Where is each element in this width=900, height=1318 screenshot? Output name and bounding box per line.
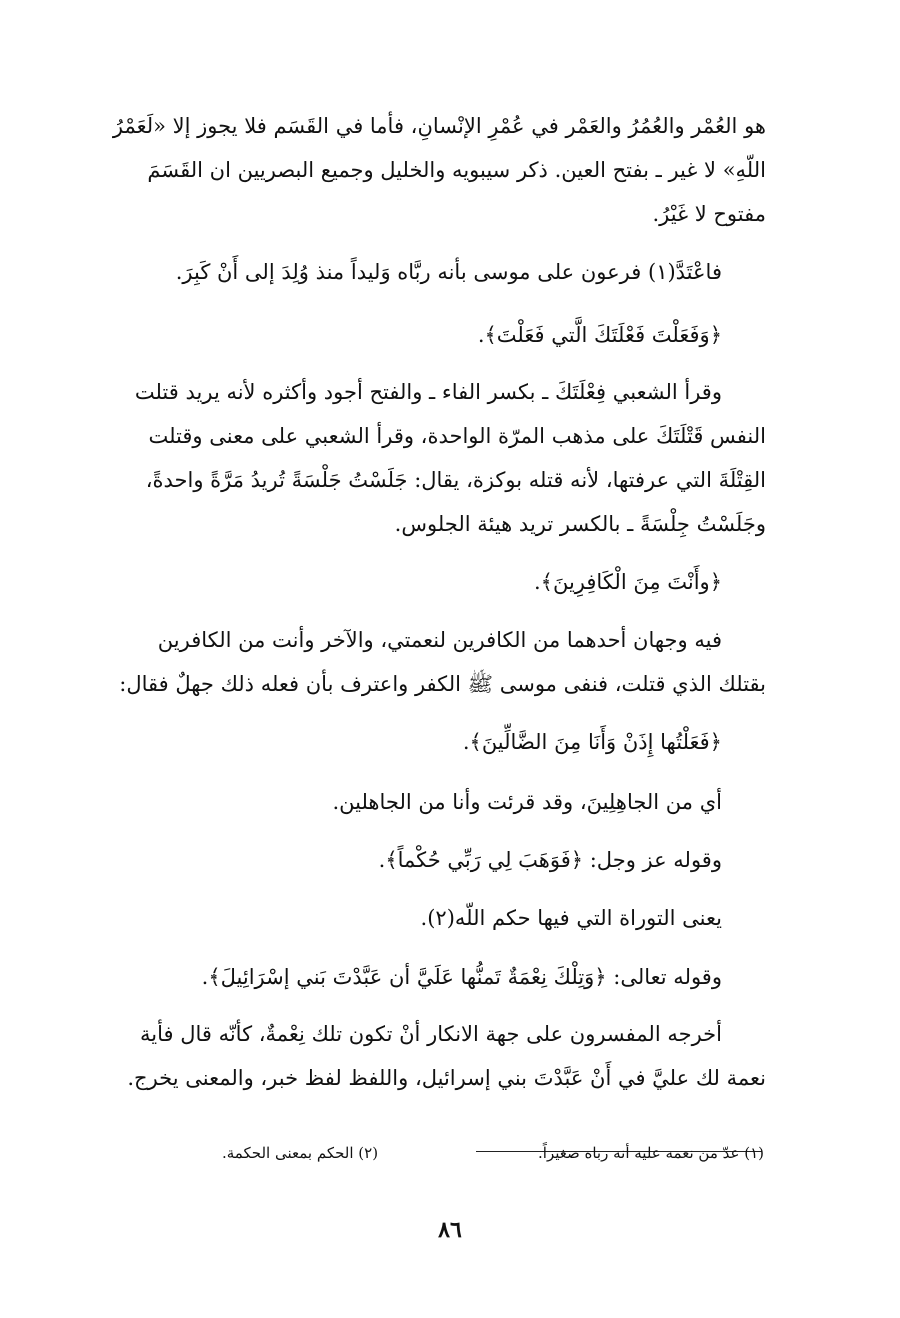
text-line: فيه وجهان أحدهما من الكافرين لنعمتي، والآخر وأنت من الكافرين	[157, 628, 722, 652]
text-line: أي من الجاهِلِينَ، وقد قرئت وأنا من الجاهلين.	[332, 790, 722, 814]
paragraph-9	[92, 1012, 766, 1100]
quran-verse-3	[92, 720, 766, 764]
paragraph-4	[92, 618, 766, 706]
text-line: القِتْلَةَ التي عرفتها، لأنه قتله بوكزة، يقال: جَلَسْتُ جَلْسَةً تُريدُ مَرَّةً واحدةً،	[145, 468, 766, 492]
paragraph-6	[92, 838, 766, 882]
text-line: النفس قَتْلَتَكَ على مذهب المرّة الواحدة، وقرأ الشعبي على معنى وقتلت	[148, 424, 766, 448]
footnote-1: (١) عدّ من نعمه عليه أنه رباه صغيراً.	[538, 1144, 764, 1162]
quran-verse-2	[92, 560, 766, 604]
paragraph-7	[92, 896, 766, 940]
verse-line: ﴿فَعَلْتُها إِذَنْ وَأَنَا مِنَ الضَّالِّينَ﴾.	[462, 730, 722, 754]
text-line: هو العُمْر والعُمُرُ والعَمْر في عُمْرِ الإنْسانِ، فأما في القَسَم فلا يجوز إلا «لَعَمْرُ	[112, 114, 766, 138]
text-line: مفتوح لا غَيْرُ.	[652, 202, 766, 226]
text-line: اللّهِ» لا غير ـ بفتح العين. ذكر سيبويه والخليل وجميع البصريين ان القَسَمَ	[147, 158, 766, 182]
text-line: وقوله تعالى: ﴿وَتِلْكَ نِعْمَةٌ تَمنُّها عَلَيَّ أن عَبَّدْتَ بَني إسْرَائِيلَ﴾.	[201, 965, 722, 989]
quran-verse-1	[92, 313, 766, 357]
footnotes	[222, 1138, 764, 1168]
text-line: وقرأ الشعبي فِعْلَتَكَ ـ بكسر الفاء ـ والفتح أجود وأكثره لأنه يريد قتلت	[134, 380, 722, 404]
text-line: فاعْتَدَّ(١) فرعون على موسى بأنه ربَّاه وَليداً منذ وُلِدَ إلى أَنْ كَبِرَ.	[175, 260, 722, 284]
text-line: نعمة لك عليَّ في أَنْ عَبَّدْتَ بني إسرائيل، واللفظ لفظ خبر، والمعنى يخرج.	[127, 1066, 766, 1090]
page-number: ٨٦	[438, 1217, 462, 1243]
paragraph-3	[92, 370, 766, 546]
text-line: أخرجه المفسرون على جهة الانكار أنْ تكون تلك نِعْمةٌ، كأنّه قال فأية	[139, 1022, 722, 1046]
verse-line: ﴿وأَنْتَ مِنَ الْكَافِرِينَ﴾.	[534, 570, 722, 594]
paragraph-2	[92, 250, 766, 294]
text-line: بقتلك الذي قتلت، فنفى موسى ﷺ الكفر واعترف بأن فعله ذلك جهلٌ فقال:	[119, 672, 766, 696]
text-line: وقوله عز وجل: ﴿فَوَهَبَ لِي رَبِّي حُكْماً﴾.	[378, 848, 722, 872]
paragraph-1	[92, 104, 766, 236]
verse-line: ﴿وَفَعَلْتَ فَعْلَتَكَ الَّتي فَعَلْتَ﴾.	[477, 323, 722, 347]
paragraph-8	[92, 955, 766, 999]
footnote-2: (٢) الحكم بمعنى الحكمة.	[222, 1144, 379, 1162]
paragraph-5	[92, 780, 766, 824]
text-line: وجَلَسْتُ جِلْسَةً ـ بالكسر تريد هيئة الجلوس.	[394, 512, 766, 536]
text-line: يعنى التوراة التي فيها حكم اللّه(٢).	[420, 906, 722, 930]
